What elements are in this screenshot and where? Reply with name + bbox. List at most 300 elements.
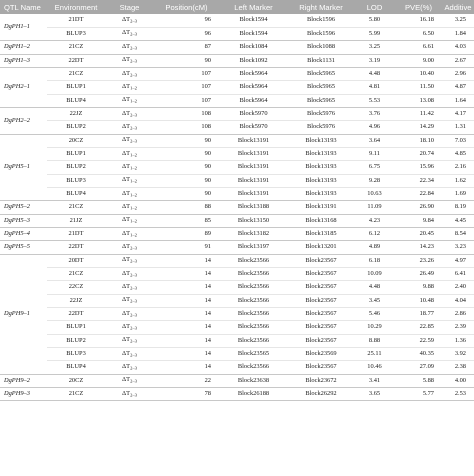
table-row	[0, 388, 474, 401]
right-marker-cell: Block13193	[288, 134, 354, 147]
header-additive: Additive	[444, 2, 472, 12]
environment-cell: 21JZ	[47, 214, 105, 227]
position-cell: 90	[154, 54, 219, 67]
table-body	[0, 14, 474, 401]
header-stage: Stage	[119, 2, 140, 12]
pve-cell: 20.45	[395, 228, 442, 241]
stage-base: ΔT	[122, 389, 131, 397]
left-marker-cell: Block23566	[219, 254, 288, 267]
stage-subscript: 2–3	[130, 125, 137, 131]
left-marker-cell: Block1092	[219, 54, 288, 67]
stage-subscript: 1–2	[130, 205, 137, 211]
left-marker-cell: Block23566	[219, 361, 288, 374]
stage-subscript: 2–3	[130, 325, 137, 331]
qtl-name-cell: DgPH9–1	[0, 254, 47, 374]
qtl-name-cell: DgPH5–5	[0, 241, 47, 254]
right-marker-cell: Block23672	[288, 374, 354, 387]
stage-base: ΔT	[122, 176, 131, 184]
qtl-name-cell: DgPH1–2	[0, 41, 47, 54]
right-marker-cell: Block13193	[288, 174, 354, 187]
stage-subscript: 2–3	[130, 378, 137, 384]
pve-cell: 13.08	[395, 94, 442, 107]
position-cell: 14	[154, 268, 219, 281]
lod-cell: 5.46	[354, 308, 395, 321]
lod-cell: 10.46	[354, 361, 395, 374]
pve-cell: 5.88	[395, 374, 442, 387]
pve-cell: 11.50	[395, 81, 442, 94]
environment-cell: 21DT	[47, 14, 105, 27]
additive-cell: 4.00	[442, 374, 474, 387]
additive-cell: 1.62	[442, 174, 474, 187]
stage-subscript: 2–3	[130, 138, 137, 144]
stage-base: ΔT	[122, 376, 131, 384]
stage-base: ΔT	[122, 309, 131, 317]
stage-subscript: 2–3	[130, 285, 137, 291]
right-marker-cell: Block5965	[288, 81, 354, 94]
left-marker-cell: Block5970	[219, 121, 288, 134]
lod-cell: 4.81	[354, 81, 395, 94]
table-row	[0, 134, 474, 147]
lod-cell: 3.19	[354, 54, 395, 67]
stage-base: ΔT	[122, 283, 131, 290]
stage-base: ΔT	[122, 96, 131, 104]
additive-cell: 2.40	[442, 281, 474, 294]
left-marker-cell: Block13191	[219, 134, 288, 147]
stage-base: ΔT	[122, 29, 131, 37]
right-marker-cell: Block5965	[288, 94, 354, 107]
stage-base: ΔT	[122, 15, 131, 23]
right-marker-cell: Block13168	[288, 214, 354, 227]
position-cell: 14	[154, 308, 219, 321]
environment-cell: 20CZ	[47, 374, 105, 387]
right-marker-cell: Block5965	[288, 67, 354, 80]
header-right-marker: Right Marker	[299, 2, 343, 12]
left-marker-cell: Block1594	[219, 27, 288, 40]
stage-subscript: 1–2	[130, 85, 137, 91]
table-row	[0, 374, 474, 387]
additive-cell: 2.39	[442, 321, 474, 334]
stage-cell	[105, 174, 154, 187]
lod-cell: 8.88	[354, 334, 395, 347]
stage-base: ΔT	[122, 229, 131, 237]
additive-cell: 1.64	[442, 94, 474, 107]
stage-cell	[105, 27, 154, 40]
lod-cell: 4.48	[354, 281, 395, 294]
left-marker-cell: Block5964	[219, 94, 288, 107]
additive-cell: 2.96	[442, 67, 474, 80]
position-cell: 85	[154, 214, 219, 227]
table-row	[0, 294, 474, 307]
stage-cell	[105, 388, 154, 401]
header-lod: LOD	[366, 2, 383, 12]
table-row	[0, 174, 474, 187]
position-cell: 14	[154, 281, 219, 294]
left-marker-cell: Block1594	[219, 14, 288, 27]
stage-base: ΔT	[122, 136, 131, 144]
environment-cell: 21CZ	[47, 388, 105, 401]
right-marker-cell: Block13185	[288, 228, 354, 241]
position-cell: 14	[154, 294, 219, 307]
stage-base: ΔT	[122, 216, 131, 224]
environment-cell: 22DT	[47, 308, 105, 321]
stage-base: ΔT	[122, 189, 131, 197]
table-row	[0, 348, 474, 361]
environment-cell: BLUP2	[47, 121, 105, 134]
left-marker-cell: Block5970	[219, 107, 288, 120]
position-cell: 14	[154, 334, 219, 347]
stage-subscript: 1–2	[130, 165, 137, 171]
right-marker-cell: Block23569	[288, 348, 354, 361]
header-position: Position(cM)	[165, 2, 208, 12]
stage-subscript: 1–2	[130, 98, 137, 104]
stage-cell	[105, 281, 154, 294]
additive-cell: 1.69	[442, 187, 474, 200]
left-marker-cell: Block23566	[219, 281, 288, 294]
lod-cell: 3.25	[354, 41, 395, 54]
table-row	[0, 27, 474, 40]
stage-subscript: 2–3	[130, 58, 137, 64]
position-cell: 78	[154, 388, 219, 401]
stage-cell	[105, 334, 154, 347]
right-marker-cell: Block26292	[288, 388, 354, 401]
stage-base: ΔT	[122, 349, 131, 357]
qtl-name-cell: DgPH5–4	[0, 228, 47, 241]
qtl-name-cell: DgPH1–1	[0, 14, 47, 41]
lod-cell: 4.96	[354, 121, 395, 134]
position-cell: 107	[154, 81, 219, 94]
lod-cell: 10.29	[354, 321, 395, 334]
stage-cell	[105, 228, 154, 241]
stage-subscript: 2–3	[130, 298, 137, 304]
environment-cell: 22JZ	[47, 107, 105, 120]
environment-cell: 22DT	[47, 241, 105, 254]
stage-base: ΔT	[122, 269, 131, 277]
stage-cell	[105, 361, 154, 374]
table-row	[0, 41, 474, 54]
lod-cell: 10.09	[354, 268, 395, 281]
stage-subscript: 2–3	[130, 45, 137, 51]
environment-cell: BLUP2	[47, 334, 105, 347]
left-marker-cell: Block13197	[219, 241, 288, 254]
stage-cell	[105, 254, 154, 267]
lod-cell: 6.12	[354, 228, 395, 241]
pve-cell: 14.29	[395, 121, 442, 134]
stage-base: ΔT	[122, 296, 131, 304]
right-marker-cell: Block23567	[288, 361, 354, 374]
stage-cell	[105, 134, 154, 147]
pve-cell: 9.84	[395, 214, 442, 227]
position-cell: 90	[154, 134, 219, 147]
environment-cell: 21CZ	[47, 201, 105, 214]
environment-cell: BLUP1	[47, 147, 105, 160]
stage-cell	[105, 241, 154, 254]
lod-cell: 4.89	[354, 241, 395, 254]
left-marker-cell: Block1084	[219, 41, 288, 54]
additive-cell: 8.19	[442, 201, 474, 214]
right-marker-cell: Block23567	[288, 321, 354, 334]
stage-subscript: 2–3	[130, 272, 137, 278]
pve-cell: 14.23	[395, 241, 442, 254]
stage-subscript: 2–3	[130, 245, 137, 251]
table-row	[0, 54, 474, 67]
table-row	[0, 334, 474, 347]
lod-cell: 10.63	[354, 187, 395, 200]
left-marker-cell: Block5964	[219, 81, 288, 94]
lod-cell: 6.75	[354, 161, 395, 174]
position-cell: 87	[154, 41, 219, 54]
environment-cell: BLUP4	[47, 187, 105, 200]
table-row	[0, 241, 474, 254]
position-cell: 108	[154, 107, 219, 120]
position-cell: 14	[154, 348, 219, 361]
stage-cell	[105, 14, 154, 27]
pve-cell: 26.90	[395, 201, 442, 214]
pve-cell: 40.35	[395, 348, 442, 361]
pve-cell: 9.00	[395, 54, 442, 67]
stage-cell	[105, 187, 154, 200]
stage-base: ΔT	[122, 162, 131, 170]
lod-cell: 5.53	[354, 94, 395, 107]
position-cell: 108	[154, 121, 219, 134]
lod-cell: 5.80	[354, 14, 395, 27]
stage-cell	[105, 107, 154, 120]
stage-subscript: 2–3	[130, 72, 137, 77]
left-marker-cell: Block23638	[219, 374, 288, 387]
pve-cell: 27.09	[395, 361, 442, 374]
right-marker-cell: Block23567	[288, 294, 354, 307]
pve-cell: 22.84	[395, 187, 442, 200]
additive-cell: 3.92	[442, 348, 474, 361]
table-row	[0, 228, 474, 241]
stage-base: ΔT	[122, 122, 131, 130]
environment-cell: 21CZ	[47, 67, 105, 80]
lod-cell: 6.18	[354, 254, 395, 267]
table-row	[0, 161, 474, 174]
stage-cell	[105, 161, 154, 174]
stage-base: ΔT	[122, 69, 131, 77]
right-marker-cell: Block1596	[288, 27, 354, 40]
pve-cell: 9.88	[395, 281, 442, 294]
right-marker-cell: Block1131	[288, 54, 354, 67]
additive-cell: 1.84	[442, 27, 474, 40]
stage-base: ΔT	[122, 149, 131, 157]
stage-base: ΔT	[122, 242, 131, 250]
stage-cell	[105, 348, 154, 361]
stage-base: ΔT	[122, 256, 131, 264]
table-row	[0, 107, 474, 120]
pve-cell: 5.77	[395, 388, 442, 401]
table-row	[0, 187, 474, 200]
position-cell: 96	[154, 27, 219, 40]
position-cell: 88	[154, 201, 219, 214]
pve-cell: 26.49	[395, 268, 442, 281]
pve-cell: 18.77	[395, 308, 442, 321]
stage-subscript: 2–3	[130, 31, 137, 37]
position-cell: 96	[154, 14, 219, 27]
environment-cell: 22DT	[47, 54, 105, 67]
additive-cell: 7.03	[442, 134, 474, 147]
additive-cell: 3.23	[442, 241, 474, 254]
left-marker-cell: Block13188	[219, 201, 288, 214]
stage-subscript: 1–2	[130, 218, 137, 224]
right-marker-cell: Block5976	[288, 121, 354, 134]
right-marker-cell: Block23567	[288, 254, 354, 267]
left-marker-cell: Block13182	[219, 228, 288, 241]
stage-base: ΔT	[122, 82, 131, 90]
lod-cell: 3.76	[354, 107, 395, 120]
stage-cell	[105, 54, 154, 67]
pve-cell: 15.96	[395, 161, 442, 174]
additive-cell: 4.04	[442, 294, 474, 307]
environment-cell: 22JZ	[47, 294, 105, 307]
header-pve: PVE(%)	[404, 2, 432, 12]
left-marker-cell: Block23565	[219, 348, 288, 361]
left-marker-cell: Block23566	[219, 308, 288, 321]
stage-subscript: 2–3	[130, 338, 137, 344]
right-marker-cell: Block23567	[288, 308, 354, 321]
lod-cell: 25.11	[354, 348, 395, 361]
table-row	[0, 81, 474, 94]
environment-cell: 21DT	[47, 228, 105, 241]
qtl-name-cell: DgPH5–2	[0, 201, 47, 214]
environment-cell: BLUP4	[47, 94, 105, 107]
position-cell: 90	[154, 161, 219, 174]
additive-cell: 3.25	[442, 14, 474, 27]
right-marker-cell: Block23567	[288, 268, 354, 281]
environment-cell: BLUP1	[47, 81, 105, 94]
environment-cell: 21CZ	[47, 41, 105, 54]
table-row	[0, 254, 474, 267]
lod-cell: 3.41	[354, 374, 395, 387]
right-marker-cell: Block13201	[288, 241, 354, 254]
pve-cell: 6.61	[395, 41, 442, 54]
right-marker-cell: Block13193	[288, 187, 354, 200]
pve-cell: 16.18	[395, 14, 442, 27]
pve-cell: 10.48	[395, 294, 442, 307]
table-row	[0, 361, 474, 374]
left-marker-cell: Block26188	[219, 388, 288, 401]
additive-cell: 2.38	[442, 361, 474, 374]
lod-cell: 4.23	[354, 214, 395, 227]
left-marker-cell: Block13191	[219, 174, 288, 187]
table-row	[0, 14, 474, 27]
table-row	[0, 308, 474, 321]
table-row	[0, 67, 474, 80]
right-marker-cell: Block13191	[288, 201, 354, 214]
pve-cell: 22.85	[395, 321, 442, 334]
left-marker-cell: Block5964	[219, 67, 288, 80]
table-row	[0, 94, 474, 107]
stage-cell	[105, 81, 154, 94]
table-row	[0, 121, 474, 134]
pve-cell: 11.42	[395, 107, 442, 120]
pve-cell: 18.10	[395, 134, 442, 147]
right-marker-cell: Block23567	[288, 334, 354, 347]
stage-cell	[105, 41, 154, 54]
environment-cell: BLUP4	[47, 361, 105, 374]
lod-cell: 4.48	[354, 67, 395, 80]
header-qtl-name: QTL Name	[4, 2, 41, 12]
lod-cell: 11.09	[354, 201, 395, 214]
left-marker-cell: Block23566	[219, 334, 288, 347]
environment-cell: 20CZ	[47, 134, 105, 147]
additive-cell: 8.54	[442, 228, 474, 241]
qtl-name-cell: DgPH1–3	[0, 54, 47, 67]
stage-subscript: 1–2	[130, 232, 137, 238]
stage-subscript: 1–2	[130, 192, 137, 198]
additive-cell: 4.97	[442, 254, 474, 267]
left-marker-cell: Block23566	[219, 268, 288, 281]
position-cell: 14	[154, 254, 219, 267]
right-marker-cell: Block13193	[288, 147, 354, 160]
pve-cell: 22.59	[395, 334, 442, 347]
environment-cell: 20DT	[47, 254, 105, 267]
position-cell: 22	[154, 374, 219, 387]
lod-cell: 3.45	[354, 294, 395, 307]
stage-cell	[105, 308, 154, 321]
lod-cell: 3.65	[354, 388, 395, 401]
position-cell: 14	[154, 361, 219, 374]
stage-cell	[105, 67, 154, 80]
qtl-name-cell: DgPH5–3	[0, 214, 47, 227]
left-marker-cell: Block13191	[219, 161, 288, 174]
stage-base: ΔT	[122, 336, 131, 344]
additive-cell: 4.03	[442, 41, 474, 54]
stage-subscript: 2–3	[130, 18, 137, 24]
stage-base: ΔT	[122, 323, 131, 331]
stage-subscript: 1–2	[130, 152, 137, 158]
stage-cell	[105, 94, 154, 107]
environment-cell: BLUP1	[47, 321, 105, 334]
position-cell: 90	[154, 147, 219, 160]
position-cell: 107	[154, 94, 219, 107]
lod-cell: 9.28	[354, 174, 395, 187]
right-marker-cell: Block5976	[288, 107, 354, 120]
additive-cell: 1.36	[442, 334, 474, 347]
lod-cell: 9.11	[354, 147, 395, 160]
additive-cell: 4.87	[442, 81, 474, 94]
stage-subscript: 2–3	[130, 392, 137, 398]
stage-subscript: 1–2	[130, 178, 137, 184]
qtl-name-cell: DgPH5–1	[0, 134, 47, 201]
position-cell: 107	[154, 67, 219, 80]
left-marker-cell: Block23566	[219, 294, 288, 307]
stage-cell	[105, 294, 154, 307]
additive-cell: 4.85	[442, 147, 474, 160]
qtl-name-cell: DgPH9–3	[0, 388, 47, 401]
left-marker-cell: Block13150	[219, 214, 288, 227]
environment-cell: BLUP3	[47, 174, 105, 187]
left-marker-cell: Block13191	[219, 187, 288, 200]
environment-cell: 21CZ	[47, 268, 105, 281]
pve-cell: 23.26	[395, 254, 442, 267]
additive-cell: 4.17	[442, 107, 474, 120]
right-marker-cell: Block23567	[288, 281, 354, 294]
table-row	[0, 214, 474, 227]
stage-base: ΔT	[122, 363, 131, 371]
qtl-name-cell: DgPH2–2	[0, 107, 47, 134]
pve-cell: 6.50	[395, 27, 442, 40]
additive-cell: 4.45	[442, 214, 474, 227]
left-marker-cell: Block13191	[219, 147, 288, 160]
table-header-row	[0, 0, 474, 14]
environment-cell: BLUP3	[47, 27, 105, 40]
qtl-name-cell: DgPH9–2	[0, 374, 47, 387]
pve-cell: 22.34	[395, 174, 442, 187]
additive-cell: 1.31	[442, 121, 474, 134]
right-marker-cell: Block13193	[288, 161, 354, 174]
additive-cell: 2.16	[442, 161, 474, 174]
